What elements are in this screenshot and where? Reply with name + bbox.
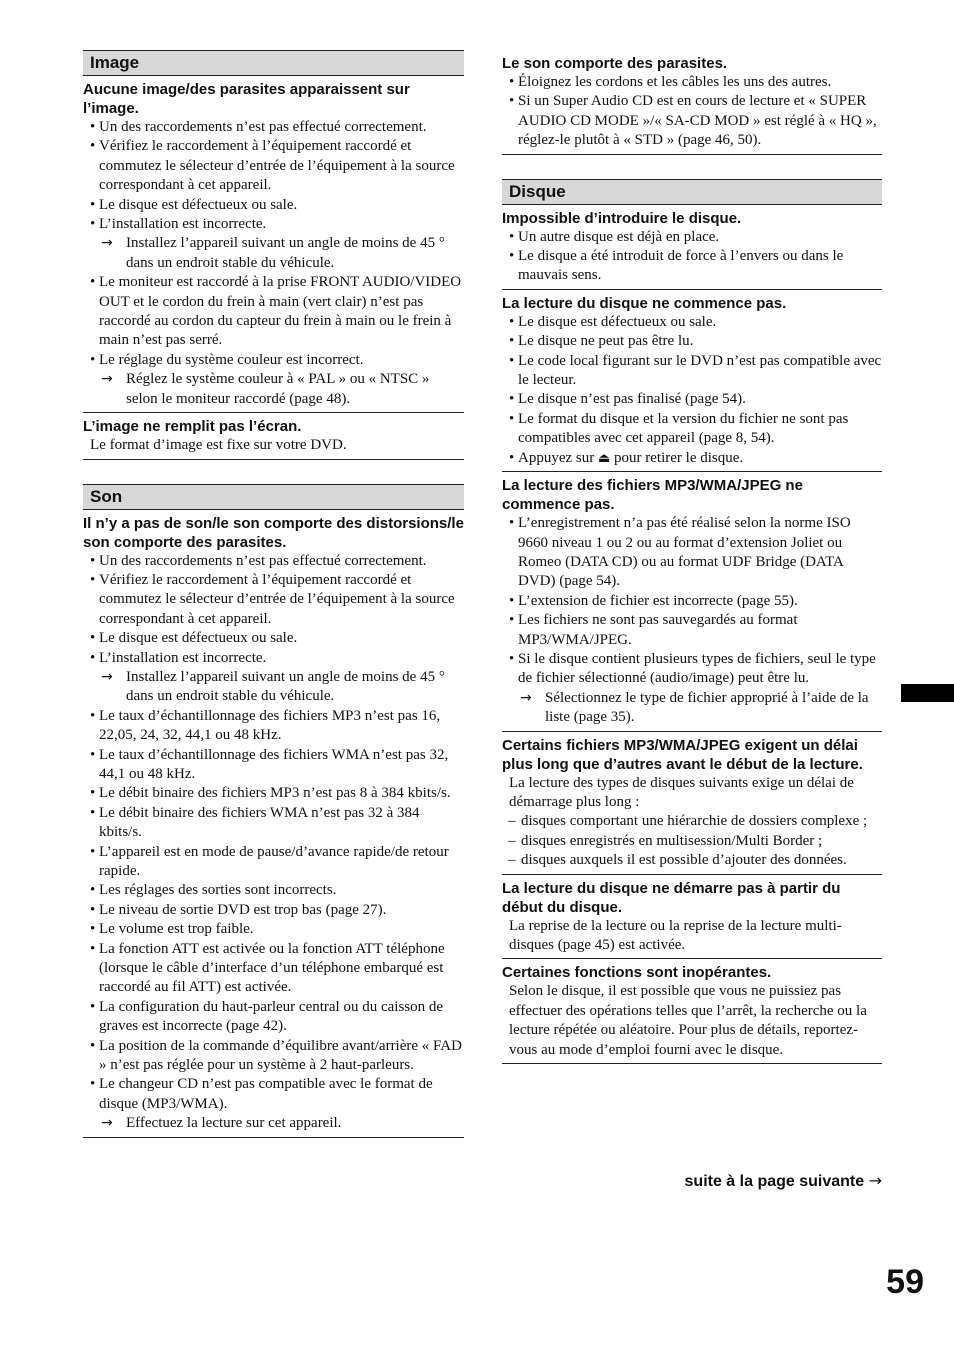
list-item: • Le disque a été introduit de force à l’envers ou dans le mauvais sens. [502,247,882,286]
problem-cannot-insert [502,205,882,290]
list-item: • Les réglages des sorties sont incorrects. [83,881,464,900]
list-item: • Le disque est défectueux ou sale. [83,196,464,215]
list-item: • Le débit binaire des fichiers WMA n’est pas 32 à 384 kbits/s. [83,804,464,843]
solution-list [502,313,882,468]
list-item: • Les fichiers ne sont pas sauvegardés au format MP3/WMA/JPEG. [502,611,882,650]
problem-heading: Certains fichiers MP3/WMA/JPEG exigent un délai plus long que d’autres avant le début de la lecture. [502,736,863,773]
solution-list [502,73,882,151]
list-item: • Si le disque contient plusieurs types de fichiers, seul le type de fichier sélectionné (audio/image) peut être lu. [502,650,882,689]
problem-body: La lecture des types de disques suivants exige un délai de démarrage plus long : [509,774,854,810]
list-item: • Le moniteur est raccordé à la prise FRONT AUDIO/VIDEO OUT et le cordon du frein à main (vert clair) n’est pas raccordé au cordon du capteur du frein à main ou le frein à main n’est pas serré. [83,273,464,351]
list-item: • La fonction ATT est activée ou la fonction ATT téléphone (lorsque le câble d’interface d’un téléphone embarqué est raccordé au fil ATT) est activée. [83,940,464,998]
problem-heading: L’image ne remplit pas l’écran. [83,418,302,436]
solution-list [502,228,882,286]
problem-resume [502,875,882,960]
problem-heading: La lecture du disque ne commence pas. [502,294,787,312]
list-item: • L’extension de fichier est incorrecte (page 55). [502,592,882,611]
problem-sound-noise [502,50,882,155]
list-item: • Le taux d’échantillonnage des fichiers MP3 n’est pas 16, 22,05, 24, 32, 44,1 ou 48 kHz. [83,707,464,746]
list-item: • Le volume est trop faible. [83,920,464,939]
dash-list [502,812,882,870]
continued-note [560,1171,882,1191]
problem-mp3-not-start [502,472,882,731]
eject-icon: ⏏ [597,450,611,466]
problem-heading: Il n’y a pas de son/le son comporte des distorsions/le son comporte des parasites. [83,514,464,551]
problem-heading: La lecture des fichiers MP3/WMA/JPEG ne commence pas. [502,477,803,514]
arrow-item: → Réglez le système couleur à « PAL » ou « NTSC » selon le moniteur raccordé (page 48). [83,370,464,409]
dash-item: – disques auxquels il est possible d’ajouter des données. [502,851,882,870]
list-item: • Le disque est défectueux ou sale. [83,629,464,648]
arrow-item: → Installez l’appareil suivant un angle de moins de 45 ° dans un endroit stable du véhicule. [83,234,464,273]
arrow-item: → Installez l’appareil suivant un angle de moins de 45 ° dans un endroit stable du véhicule. [83,668,464,707]
list-item: • Le disque ne peut pas être lu. [502,332,882,351]
list-item: • Un autre disque est déjà en place. [502,228,882,247]
list-item: • Un des raccordements n’est pas effectué correctement. [83,552,464,571]
list-item: • Le changeur CD n’est pas compatible avec le format de disque (MP3/WMA). [83,1075,464,1114]
dash-item: – disques enregistrés en multisession/Multi Border ; [502,832,882,851]
section-header-disque: Disque [502,179,882,205]
solution-list [83,118,464,409]
list-item: • Vérifiez le raccordement à l’équipement raccordé et commutez le sélecteur d’entrée de l’équipement à la source correspondant à cet appareil. [83,137,464,195]
problem-heading: La lecture du disque ne démarre pas à partir du début du disque. [502,879,841,916]
problem-body: La reprise de la lecture ou la reprise de la lecture multi-disques (page 45) est activée. [509,917,842,953]
list-item: • L’appareil est en mode de pause/d’avance rapide/de retour rapide. [83,843,464,882]
problem-playback-not-start [502,290,882,472]
continued-text: suite à la page suivante [684,1173,865,1190]
list-item: • L’installation est incorrecte. [83,215,464,234]
problem-no-sound [83,510,464,1138]
problem-heading: Le son comporte des parasites. [502,55,728,72]
list-item: • Le niveau de sortie DVD est trop bas (page 27). [83,901,464,920]
problem-heading: Aucune image/des parasites apparaissent sur l’image. [83,81,410,117]
list-item: • Le code local figurant sur le DVD n’est pas compatible avec le lecteur. [502,352,882,391]
eject-text-after: pour retirer le disque. [610,449,744,466]
problem-image-not-full [83,413,464,459]
arrow-item: → Effectuez la lecture sur cet appareil. [83,1114,464,1133]
list-item: • L’enregistrement n’a pas été réalisé selon la norme ISO 9660 niveau 1 ou 2 ou au format d’extension Joliet ou Romeo (DATA CD) ou au format UDF Bridge (DATA DVD) (page 54). [502,514,882,592]
solution-list [502,514,882,727]
section-header-image: Image [83,50,464,76]
right-column [502,50,882,1064]
arrow-item: → Sélectionnez le type de fichier approprié à l’aide de la liste (page 35). [502,689,882,728]
list-item: • La configuration du haut-parleur central ou du caisson de graves est incorrecte (page 42). [83,998,464,1037]
solution-list [83,552,464,1134]
list-item: • Le débit binaire des fichiers MP3 n’est pas 8 à 384 kbits/s. [83,784,464,803]
problem-heading: Impossible d’introduire le disque. [502,209,742,227]
dash-item: – disques comportant une hiérarchie de dossiers complexe ; [502,812,882,831]
list-item: • Le taux d’échantillonnage des fichiers WMA n’est pas 32, 44,1 ou 48 kHz. [83,746,464,785]
list-item: • Un des raccordements n’est pas effectué correctement. [83,118,464,137]
problem-functions-inoperative [502,959,882,1064]
page-number: 59 [886,1263,924,1301]
list-item: • L’installation est incorrecte. [83,649,464,668]
list-item: • Le disque est défectueux ou sale. [502,313,882,332]
list-item: • Le disque n’est pas finalisé (page 54). [502,390,882,409]
list-item: • Le format du disque et la version du fichier ne sont pas compatibles avec cet appareil (page 8, 54). [502,410,882,449]
problem-no-image [83,76,464,413]
right-arrow-icon: → [868,1171,882,1190]
list-item: • Éloignez les cordons et les câbles les uns des autres. [502,73,882,92]
section-tab-marker [901,684,954,702]
list-item: • Si un Super Audio CD est en cours de lecture et « SUPER AUDIO CD MODE »/« SA-CD MOD » est réglé à « HQ », réglez-le plutôt à « STD » (page 46, 50). [502,92,882,150]
problem-body: Le format d’image est fixe sur votre DVD. [90,437,347,454]
list-item: • Le réglage du système couleur est incorrect. [83,351,464,370]
section-header-son: Son [83,484,464,510]
problem-heading: Certaines fonctions sont inopérantes. [502,964,772,982]
list-item: • La position de la commande d’équilibre avant/arrière « FAD » n’est pas réglée pour un système à 2 haut-parleurs. [83,1037,464,1076]
problem-mp3-delay [502,732,882,875]
problem-body: Selon le disque, il est possible que vous ne puissiez pas effectuer des opérations telles que l’arrêt, la recherche ou la lecture répétée ou aléatoire. Pour plus de détails, reportez-vous au mode d’emploi fourni avec le disque. [509,983,867,1058]
left-column [83,50,464,1138]
eject-text-before: Appuyez sur [518,449,598,466]
list-item: • Vérifiez le raccordement à l’équipement raccordé et commutez le sélecteur d’entrée de l’équipement à la source correspondant à cet appareil. [83,571,464,629]
list-item-eject [502,449,882,468]
